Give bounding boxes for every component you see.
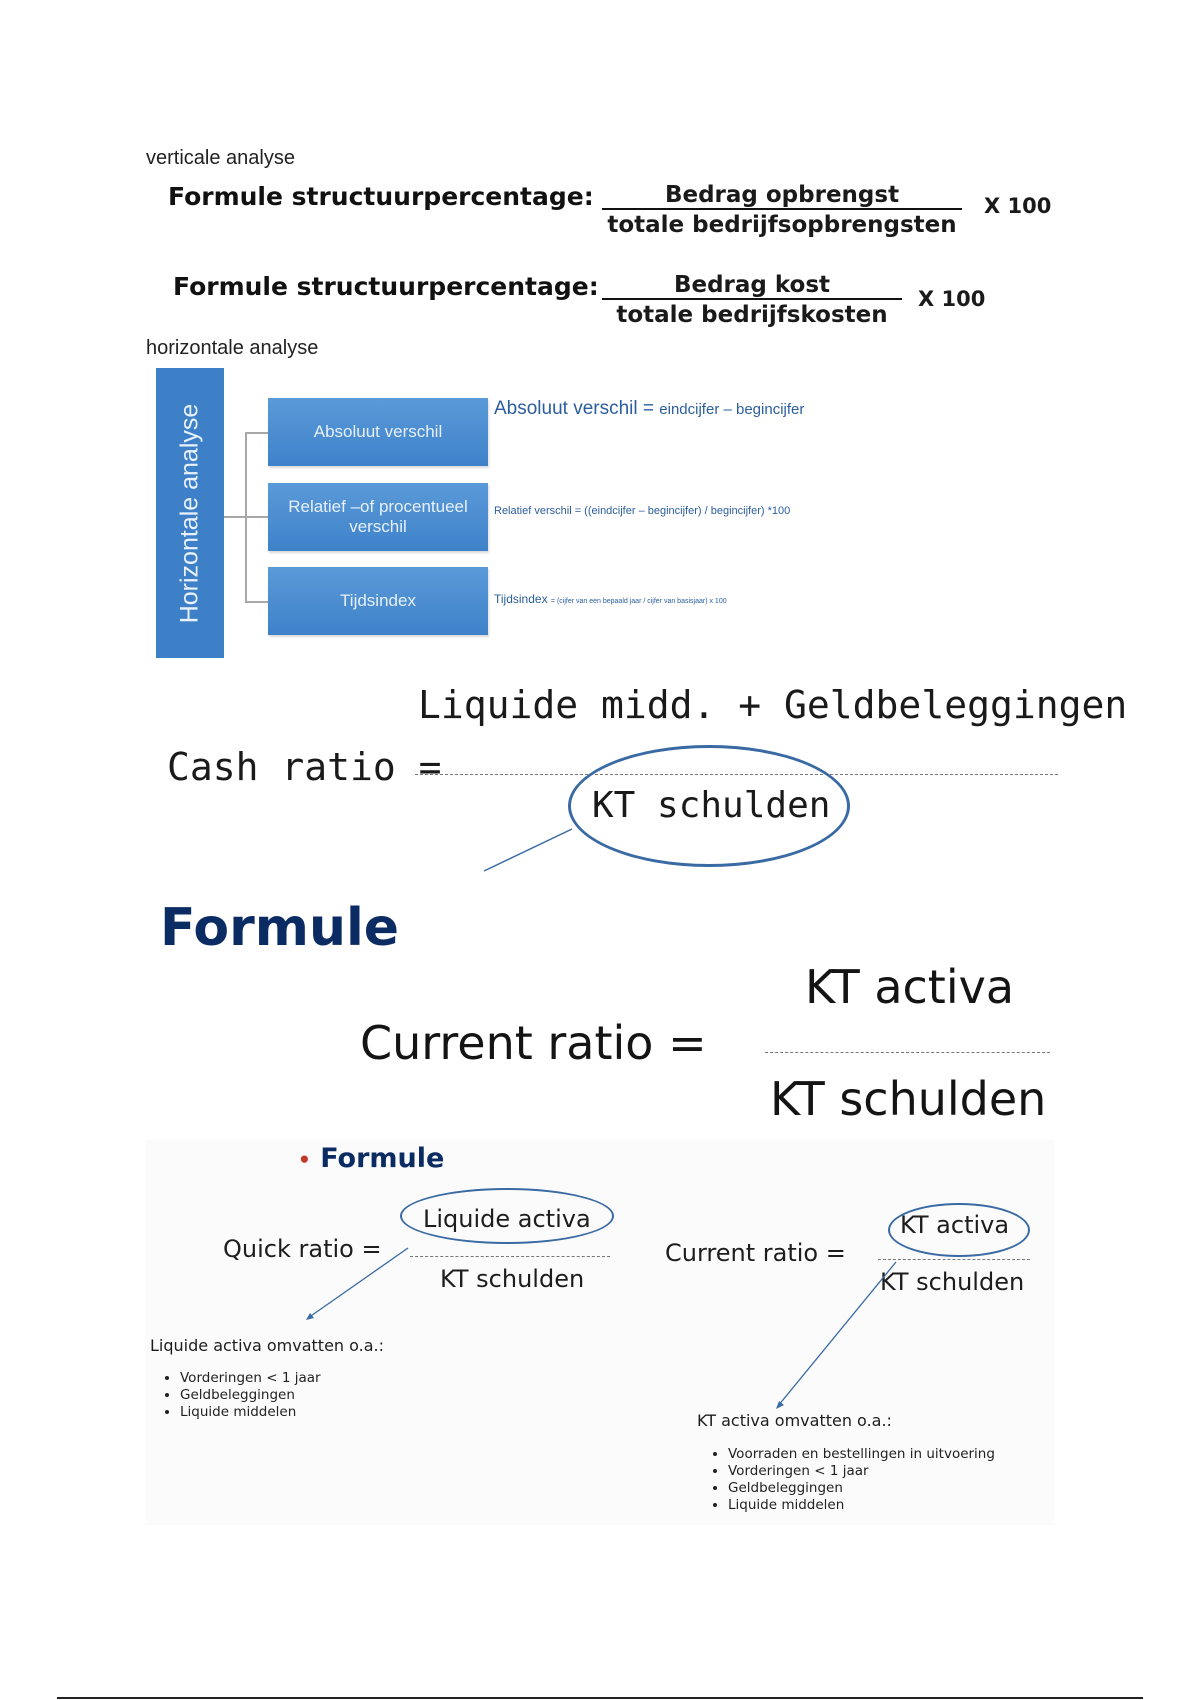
revenue-multiplier: X 100 (984, 194, 1052, 218)
quick-ratio-denominator: KT schulden (440, 1265, 585, 1293)
current-ratio-label: Current ratio = (360, 1016, 707, 1070)
panel-current-ratio-numerator: KT activa (900, 1211, 1010, 1239)
cash-ratio-label: Cash ratio = (167, 745, 442, 789)
absolute-difference-definition-main: Absoluut verschil = (494, 398, 654, 419)
revenue-fraction-line (602, 208, 962, 210)
horizontal-analysis-bar-label: Horizontale analyse (175, 403, 204, 623)
list-item: • Liquide middelen (180, 1404, 321, 1421)
cost-multiplier: X 100 (918, 287, 986, 311)
diagram-connector-main (224, 516, 268, 518)
panel-bullet-heading (298, 1143, 444, 1174)
diagram-box-absolute-difference: Absoluut verschil (268, 398, 488, 466)
time-index-definition-main: Tijdsindex (494, 592, 548, 606)
quick-ratio-fraction-line (410, 1256, 610, 1257)
panel-bullet-dot: • (298, 1147, 311, 1172)
cost-denominator: totale bedrijfskosten (616, 302, 888, 328)
current-ratio-fraction-line (765, 1052, 1050, 1053)
list-item: • Voorraden en bestellingen in uitvoering (728, 1446, 995, 1463)
panel-current-ratio-fraction-line (878, 1259, 1030, 1260)
panel-current-ratio-label: Current ratio = (665, 1239, 846, 1267)
panel-current-ratio-note-list (710, 1446, 995, 1514)
revenue-numerator: Bedrag opbrengst (664, 182, 900, 208)
cost-fraction-line (602, 298, 902, 300)
quick-ratio-note-list (162, 1370, 321, 1421)
quick-ratio-label: Quick ratio = (223, 1235, 382, 1263)
cash-ratio-numerator: Liquide midd. + Geldbeleggingen (418, 683, 1128, 727)
quick-ratio-pointer-arrow (300, 1244, 412, 1324)
list-item: • Geldbeleggingen (728, 1480, 995, 1497)
structure-formula-revenue-name: Formule structuurpercentage: (168, 182, 594, 211)
relative-difference-definition: Relatief verschil = ((eindcijfer – begincijfer) / begincijfer) *100 (494, 505, 791, 517)
page-bottom-rule (57, 1697, 1143, 1699)
revenue-denominator: totale bedrijfsopbrengsten (607, 212, 957, 238)
list-item: • Vorderingen < 1 jaar (728, 1463, 995, 1480)
quick-ratio-numerator: Liquide activa (423, 1205, 591, 1233)
panel-current-ratio-note-title: KT activa omvatten o.a.: (697, 1411, 892, 1430)
horizontal-analysis-bar (156, 368, 224, 658)
diagram-connector-top (245, 432, 268, 434)
panel-current-ratio-denominator: KT schulden (880, 1268, 1025, 1296)
absolute-difference-definition (494, 398, 804, 420)
panel-bullet-heading-text: Formule (320, 1143, 445, 1174)
current-ratio-denominator: KT schulden (770, 1072, 1047, 1126)
vertical-section-label: verticale analyse (146, 147, 295, 169)
time-index-definition (494, 592, 727, 606)
time-index-definition-rest: = (cijfer van een bepaald jaar / cijfer van basisjaar) x 100 (550, 598, 727, 605)
list-item: • Geldbeleggingen (180, 1387, 321, 1404)
horizontal-section-label: horizontale analyse (146, 337, 319, 359)
panel-current-ratio-pointer-arrow (770, 1258, 900, 1412)
quick-ratio-note-title: Liquide activa omvatten o.a.: (150, 1336, 385, 1355)
diagram-connector-bottom (245, 601, 268, 603)
diagram-box-time-index: Tijdsindex (268, 567, 488, 635)
cash-ratio-denominator: KT schulden (592, 785, 831, 826)
absolute-difference-definition-rest: eindcijfer – begincijfer (659, 401, 805, 418)
cash-ratio-pointer-line (480, 825, 580, 875)
formule-heading: Formule (160, 898, 400, 958)
diagram-box-relative-difference: Relatief –of procentueel verschil (268, 483, 488, 551)
structure-formula-cost-name: Formule structuurpercentage: (173, 272, 599, 301)
list-item: • Vorderingen < 1 jaar (180, 1370, 321, 1387)
list-item: • Liquide middelen (728, 1497, 995, 1514)
cost-numerator: Bedrag kost (673, 272, 831, 298)
current-ratio-numerator: KT activa (805, 960, 1015, 1014)
